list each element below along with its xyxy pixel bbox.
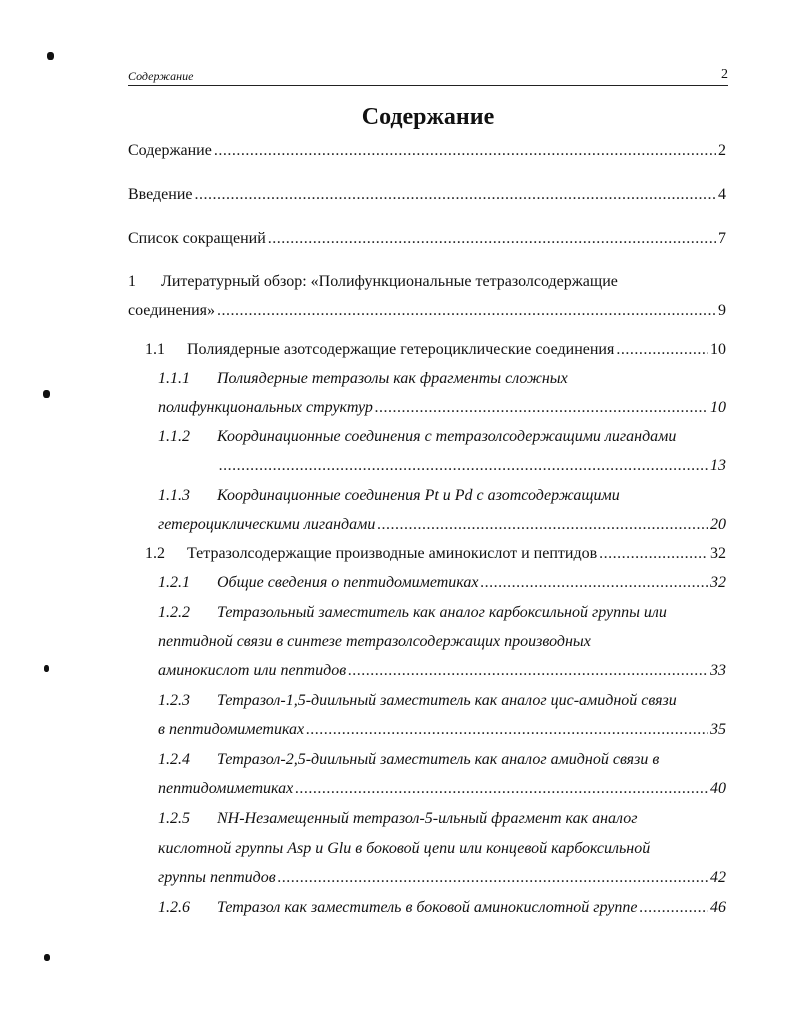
leader-dots	[616, 340, 708, 360]
running-header-page-number: 2	[721, 67, 728, 82]
leader-dots	[306, 720, 708, 740]
toc-entry[interactable]: полифункциональных структур ..... 10	[158, 398, 726, 418]
toc-entry[interactable]: 1.1 Полиядерные азотсодержащие гетероциклические соединения ..... 10	[145, 340, 726, 360]
toc-entry[interactable]: 1.2 Тетразолсодержащие производные аминокислот и пептидов ..... 32	[145, 544, 726, 564]
toc-entry[interactable]: в пептидомиметиках ..... 35	[158, 720, 726, 740]
leader-dots	[214, 141, 716, 161]
toc-entry[interactable]: группы пептидов ..... 42	[158, 868, 726, 888]
leader-dots	[195, 185, 717, 205]
toc-entry[interactable]: Введение ..... 4	[128, 185, 726, 205]
running-header-title: Содержание	[128, 69, 194, 83]
toc-entry-line1[interactable]: 1.2.2 Тетразольный заместитель как аналог карбоксильной группы или	[158, 604, 667, 621]
scan-mark	[43, 390, 50, 398]
toc-entry-line2[interactable]: кислотной группы Asp и Glu в боковой цепи или концевой карбоксильной	[158, 840, 651, 857]
toc-entry[interactable]: гетероциклическими лигандами ..... 20	[158, 515, 726, 535]
leader-dots	[375, 398, 708, 418]
leader-dots	[639, 898, 708, 918]
toc-entry-line2[interactable]: пептидной связи в синтезе тетразолсодержащих производных	[158, 633, 591, 650]
page-title: Содержание	[361, 104, 495, 130]
toc-entry[interactable]: соединения» ..... 9	[128, 301, 726, 321]
toc-entry-line1[interactable]: 1.1.2 Координационные соединения с тетразолсодержащими лигандами	[158, 428, 677, 445]
toc-entry-line1[interactable]: 1 Литературный обзор: «Полифункциональные тетразолсодержащие	[128, 273, 618, 290]
leader-dots	[377, 515, 708, 535]
toc-entry-line1[interactable]: 1.2.5 NH-Незамещенный тетразол-5-ильный фрагмент как аналог	[158, 810, 638, 827]
leader-dots	[348, 661, 708, 681]
scan-mark	[44, 954, 50, 961]
toc-entry-line1[interactable]: 1.2.4 Тетразол-2,5-диильный заместитель как аналог амидной связи в	[158, 751, 660, 768]
toc-entry-line1[interactable]: 1.1.1 Полиядерные тетразолы как фрагменты сложных	[158, 370, 568, 387]
scan-mark	[47, 52, 54, 60]
toc-entry[interactable]: аминокислот или пептидов ..... 33	[158, 661, 726, 681]
leader-dots	[481, 573, 709, 593]
toc-entry[interactable]: ..... 13	[217, 456, 726, 476]
toc-entry[interactable]: 1.2.1 Общие сведения о пептидомиметиках ..... 32	[158, 573, 726, 593]
scan-mark	[44, 665, 49, 672]
toc-entry[interactable]: 1.2.6 Тетразол как заместитель в боковой аминокислотной группе ..... 46	[158, 898, 726, 918]
toc-entry[interactable]: Список сокращений ..... 7	[128, 229, 726, 249]
toc-entry[interactable]: пептидомиметиках ..... 40	[158, 779, 726, 799]
toc-entry-line1[interactable]: 1.1.3 Координационные соединения Pt и Pd с азотсодержащими	[158, 487, 620, 504]
leader-dots	[219, 456, 708, 476]
running-header	[128, 67, 728, 86]
leader-dots	[278, 868, 708, 888]
leader-dots	[295, 779, 708, 799]
toc-entry[interactable]: Содержание ..... 2	[128, 141, 726, 161]
leader-dots	[599, 544, 708, 564]
leader-dots	[217, 301, 716, 321]
leader-dots	[268, 229, 716, 249]
toc-entry-line1[interactable]: 1.2.3 Тетразол-1,5-диильный заместитель как аналог цис-амидной связи	[158, 692, 677, 709]
